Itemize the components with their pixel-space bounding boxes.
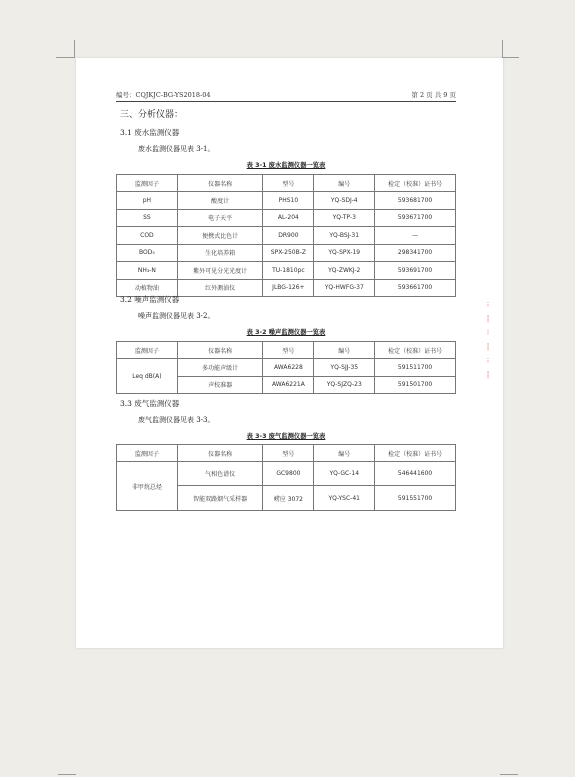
column-header: 检定（校准）证书号 (375, 445, 456, 462)
table-row (117, 462, 456, 486)
column-header: 型号 (263, 175, 314, 192)
table-row (117, 209, 456, 227)
table-cell: 591511700 (375, 359, 456, 377)
table-cell: 智能双路烟气采样器 (177, 486, 263, 511)
gas-intro: 废气监测仪器见表 3-3。 (138, 416, 215, 424)
table-row (117, 244, 456, 262)
column-header: 型号 (263, 342, 314, 359)
table-row (117, 227, 456, 245)
noise-heading: 3.2 噪声监测仪器 (120, 295, 180, 304)
noise-table-caption: 表 3-2 噪声监测仪器一览表 (246, 329, 326, 336)
wastewater-heading: 3.1 废水监测仪器 (120, 128, 180, 137)
table-cell: SPX-250B-Z (263, 244, 314, 262)
noise-table (116, 341, 456, 394)
table-cell: YQ-BSJ-31 (314, 227, 375, 245)
table-header-row (117, 175, 456, 192)
table-cell: AL-204 (263, 209, 314, 227)
table-cell: 593691700 (375, 262, 456, 280)
table-cell: PHS10 (263, 192, 314, 210)
crop-mark (56, 57, 74, 58)
table-cell: pH (117, 192, 178, 210)
table-cell: 593681700 (375, 192, 456, 210)
gas-heading: 3.3 废气监测仪器 (120, 399, 180, 408)
table-cell: YQ-YSC-41 (314, 486, 375, 511)
column-header: 仪器名称 (177, 175, 263, 192)
table-cell: — (375, 227, 456, 245)
table-cell: 动植物油 (117, 279, 178, 297)
wastewater-table-caption: 表 3-1 废水监测仪器一览表 (246, 162, 326, 169)
table-cell: GC9800 (263, 462, 314, 486)
column-header: 仪器名称 (177, 342, 263, 359)
crop-mark (502, 40, 503, 58)
crop-mark (503, 57, 519, 58)
table-cell: YQ-SJZQ-23 (314, 376, 375, 394)
table-row (117, 262, 456, 280)
table-cell: 红外测油仪 (177, 279, 263, 297)
table-cell: TU-1810pc (263, 262, 314, 280)
crop-mark (74, 40, 75, 58)
column-header: 检定（校准）证书号 (375, 175, 456, 192)
crop-mark (500, 774, 518, 775)
table-cell: COD (117, 227, 178, 245)
gas-table (116, 444, 456, 511)
section-title: 三、分析仪器： (120, 110, 184, 120)
table-cell: JLBG-126+ (263, 279, 314, 297)
column-header: 仪器名称 (177, 445, 263, 462)
table-cell: YQ-TP-3 (314, 209, 375, 227)
table-cell: 电子天平 (177, 209, 263, 227)
doc-number: 编号：CQJKJC-BG-YS2018-04 (116, 91, 211, 99)
table-cell: YQ-SPX-19 (314, 244, 375, 262)
table-cell: AWA6221A (263, 376, 314, 394)
table-row (117, 359, 456, 377)
seam-marks: ⁝ ⸽ ⁝ ⸽ ⁝ ⸽ (486, 301, 490, 379)
table-cell: YQ-GC-14 (314, 462, 375, 486)
table-cell: YQ-SJJ-35 (314, 359, 375, 377)
table-cell: 546441600 (375, 462, 456, 486)
table-header-row (117, 342, 456, 359)
table-header-row (117, 445, 456, 462)
table-cell: 593671700 (375, 209, 456, 227)
table-cell: SS (117, 209, 178, 227)
table-cell: 591551700 (375, 486, 456, 511)
page-header (116, 90, 456, 102)
table-cell: YQ-SDJ-4 (314, 192, 375, 210)
table-cell: 气相色谱仪 (177, 462, 263, 486)
table-cell: 593661700 (375, 279, 456, 297)
table-cell: NH₃-N (117, 262, 178, 280)
table-cell: 紫外可见分光光度计 (177, 262, 263, 280)
table-cell: 酸度计 (177, 192, 263, 210)
column-header: 监测因子 (117, 175, 178, 192)
table-cell: 崂应 3072 (263, 486, 314, 511)
table-cell: 便携式比色计 (177, 227, 263, 245)
column-header: 监测因子 (117, 445, 178, 462)
column-header: 编号 (314, 175, 375, 192)
table-cell: 298341700 (375, 244, 456, 262)
table-cell: 多功能声级计 (177, 359, 263, 377)
wastewater-intro: 废水监测仪器见表 3-1。 (138, 145, 215, 153)
table-cell: 591501700 (375, 376, 456, 394)
gas-table-caption: 表 3-3 废气监测仪器一览表 (246, 433, 326, 440)
table-cell: 生化培养箱 (177, 244, 263, 262)
noise-intro: 噪声监测仪器见表 3-2。 (138, 312, 215, 320)
table-cell: AWA6228 (263, 359, 314, 377)
column-header: 编号 (314, 342, 375, 359)
table-cell: Leq dB(A) (117, 359, 178, 394)
table-cell: YQ-HWFG-37 (314, 279, 375, 297)
table-cell: YQ-ZWKJ-2 (314, 262, 375, 280)
column-header: 型号 (263, 445, 314, 462)
page-indicator: 第 2 页 共 9 页 (411, 91, 456, 99)
table-cell: BOD₅ (117, 244, 178, 262)
column-header: 监测因子 (117, 342, 178, 359)
crop-mark (58, 774, 76, 775)
table-cell: 非甲烷总烃 (117, 462, 178, 511)
table-cell: 声校准器 (177, 376, 263, 394)
wastewater-table (116, 174, 456, 297)
column-header: 检定（校准）证书号 (375, 342, 456, 359)
column-header: 编号 (314, 445, 375, 462)
table-cell: DR900 (263, 227, 314, 245)
table-row (117, 192, 456, 210)
